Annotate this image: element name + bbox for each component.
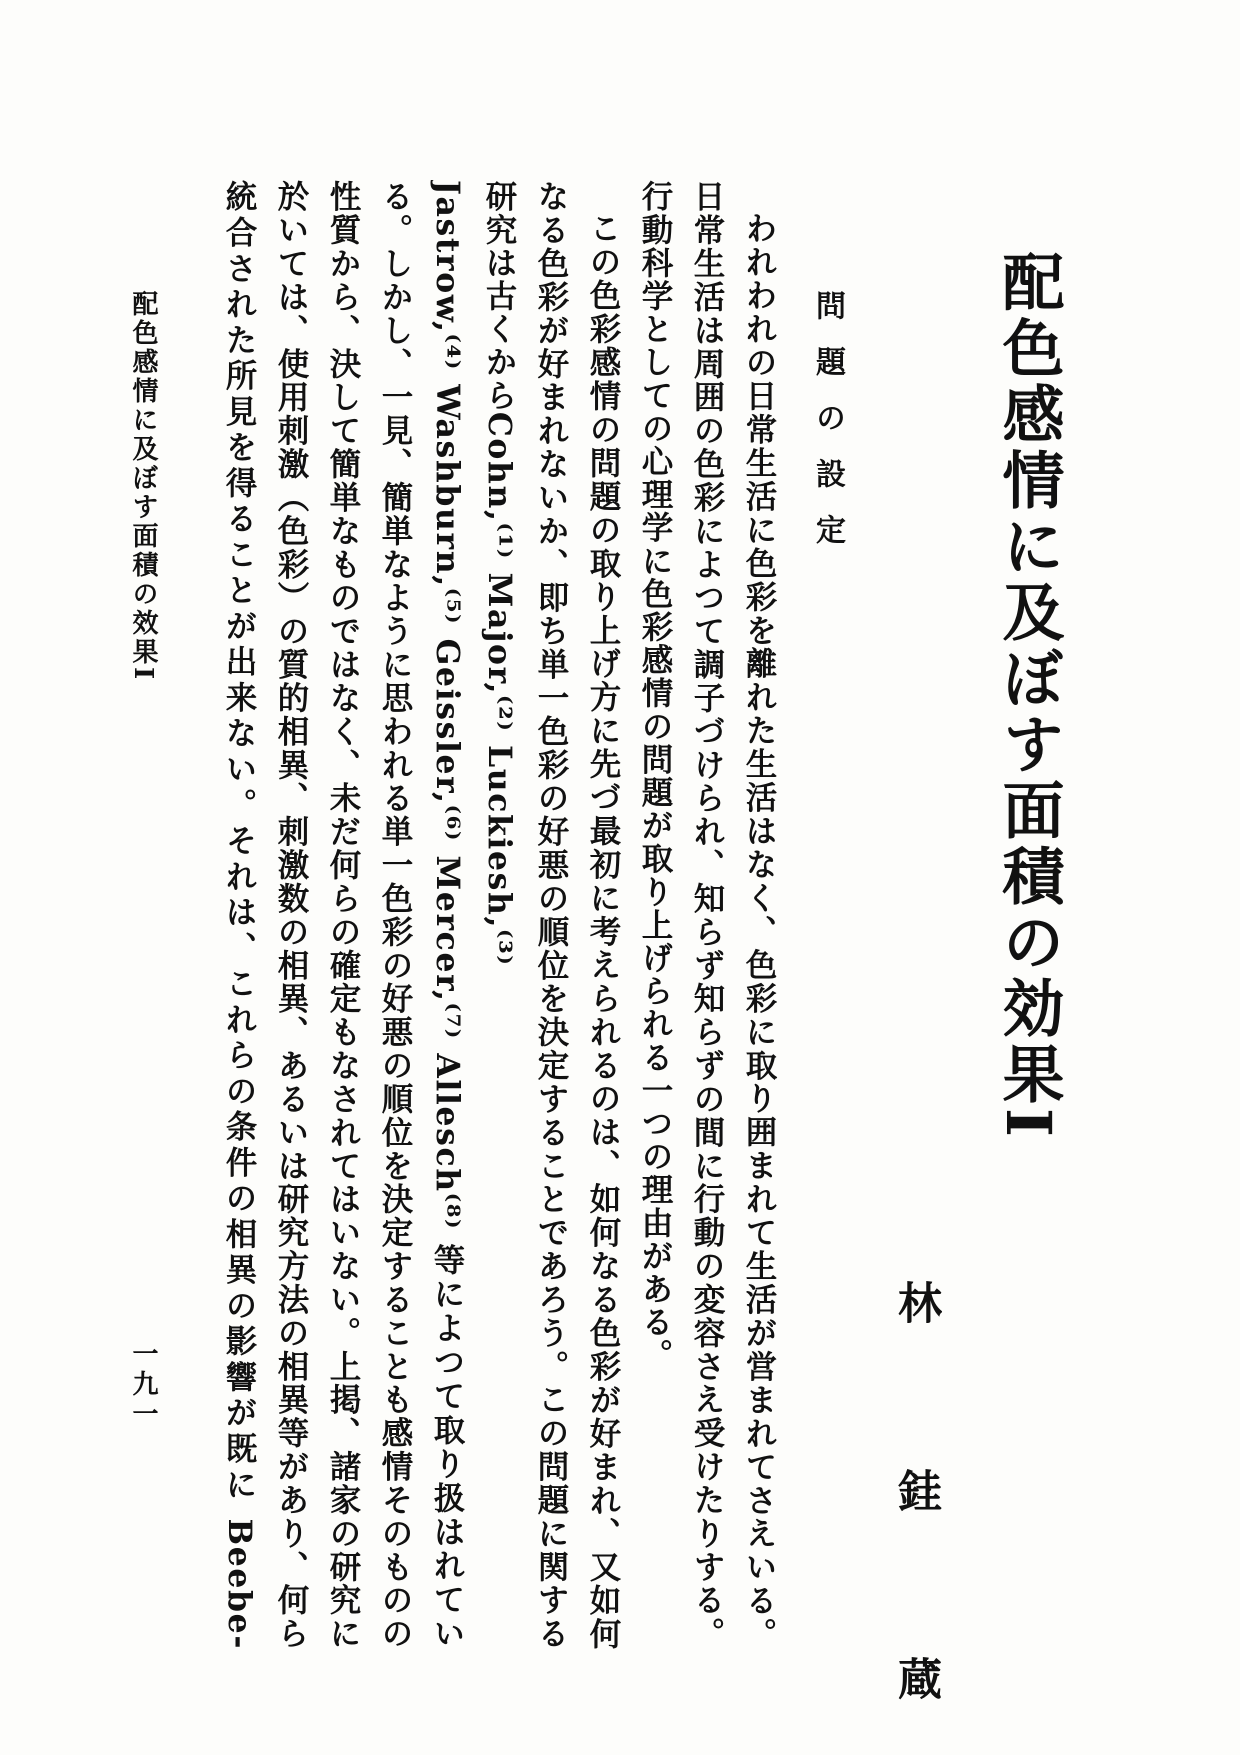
body-paragraph-2: この色彩感情の問題の取り上げ方に先づ最初に考えられるのは、如何なる色彩が好まれ、又如何なる色彩が好まれないか、即ち単一色彩の好悪の順位を決定することであろう。この問題に関する研究は古くからCohn,⁽¹⁾ Major,⁽²⁾ Luckiesh,⁽³⁾ <box>481 180 622 1650</box>
body-paragraph-3: Jastrow,⁽⁴⁾ Washburn,⁽⁵⁾ Geissler,⁽⁶⁾ Mercer,⁽⁷⁾ Allesch⁽⁸⁾ 等によつて取り扱はれている。しかし、一見、簡単なように思われる単一色彩の好悪の順位を決定することも感情そのものの性質から、決して簡単なものではなく、未だ何らの確定もなされてはいない。上掲、諸家の研究に於いては、使用刺激（色彩）の質的相異、刺激数の相異、あるいは研究方法の相異等があり、何ら統合された所見を得ることが出来ない。それは、これらの条件の相異の影響が既に Beebe- <box>221 180 466 1650</box>
body-paragraph-1: われわれの日常生活に色彩を離れた生活はなく、色彩に取り囲まれて生活が営まれてさえいる。日常生活は周囲の色彩によつて調子づけられ、知らず知らずの間に行動の変容さえ受けたりする。行動科学としての心理学に色彩感情の問題が取り上げられる一つの理由がある。 <box>637 180 778 1650</box>
running-head: 配色感情に及ぼす面積の效果I <box>128 290 158 683</box>
page-number: 一九一 <box>128 1340 158 1430</box>
article-title: 配色感情に及ぼす面積の効果I <box>992 250 1065 1142</box>
article-body <box>205 180 785 1650</box>
section-heading: 問題の設定 <box>810 290 845 570</box>
author-name: 林 銈 蔵 <box>890 1280 941 1750</box>
